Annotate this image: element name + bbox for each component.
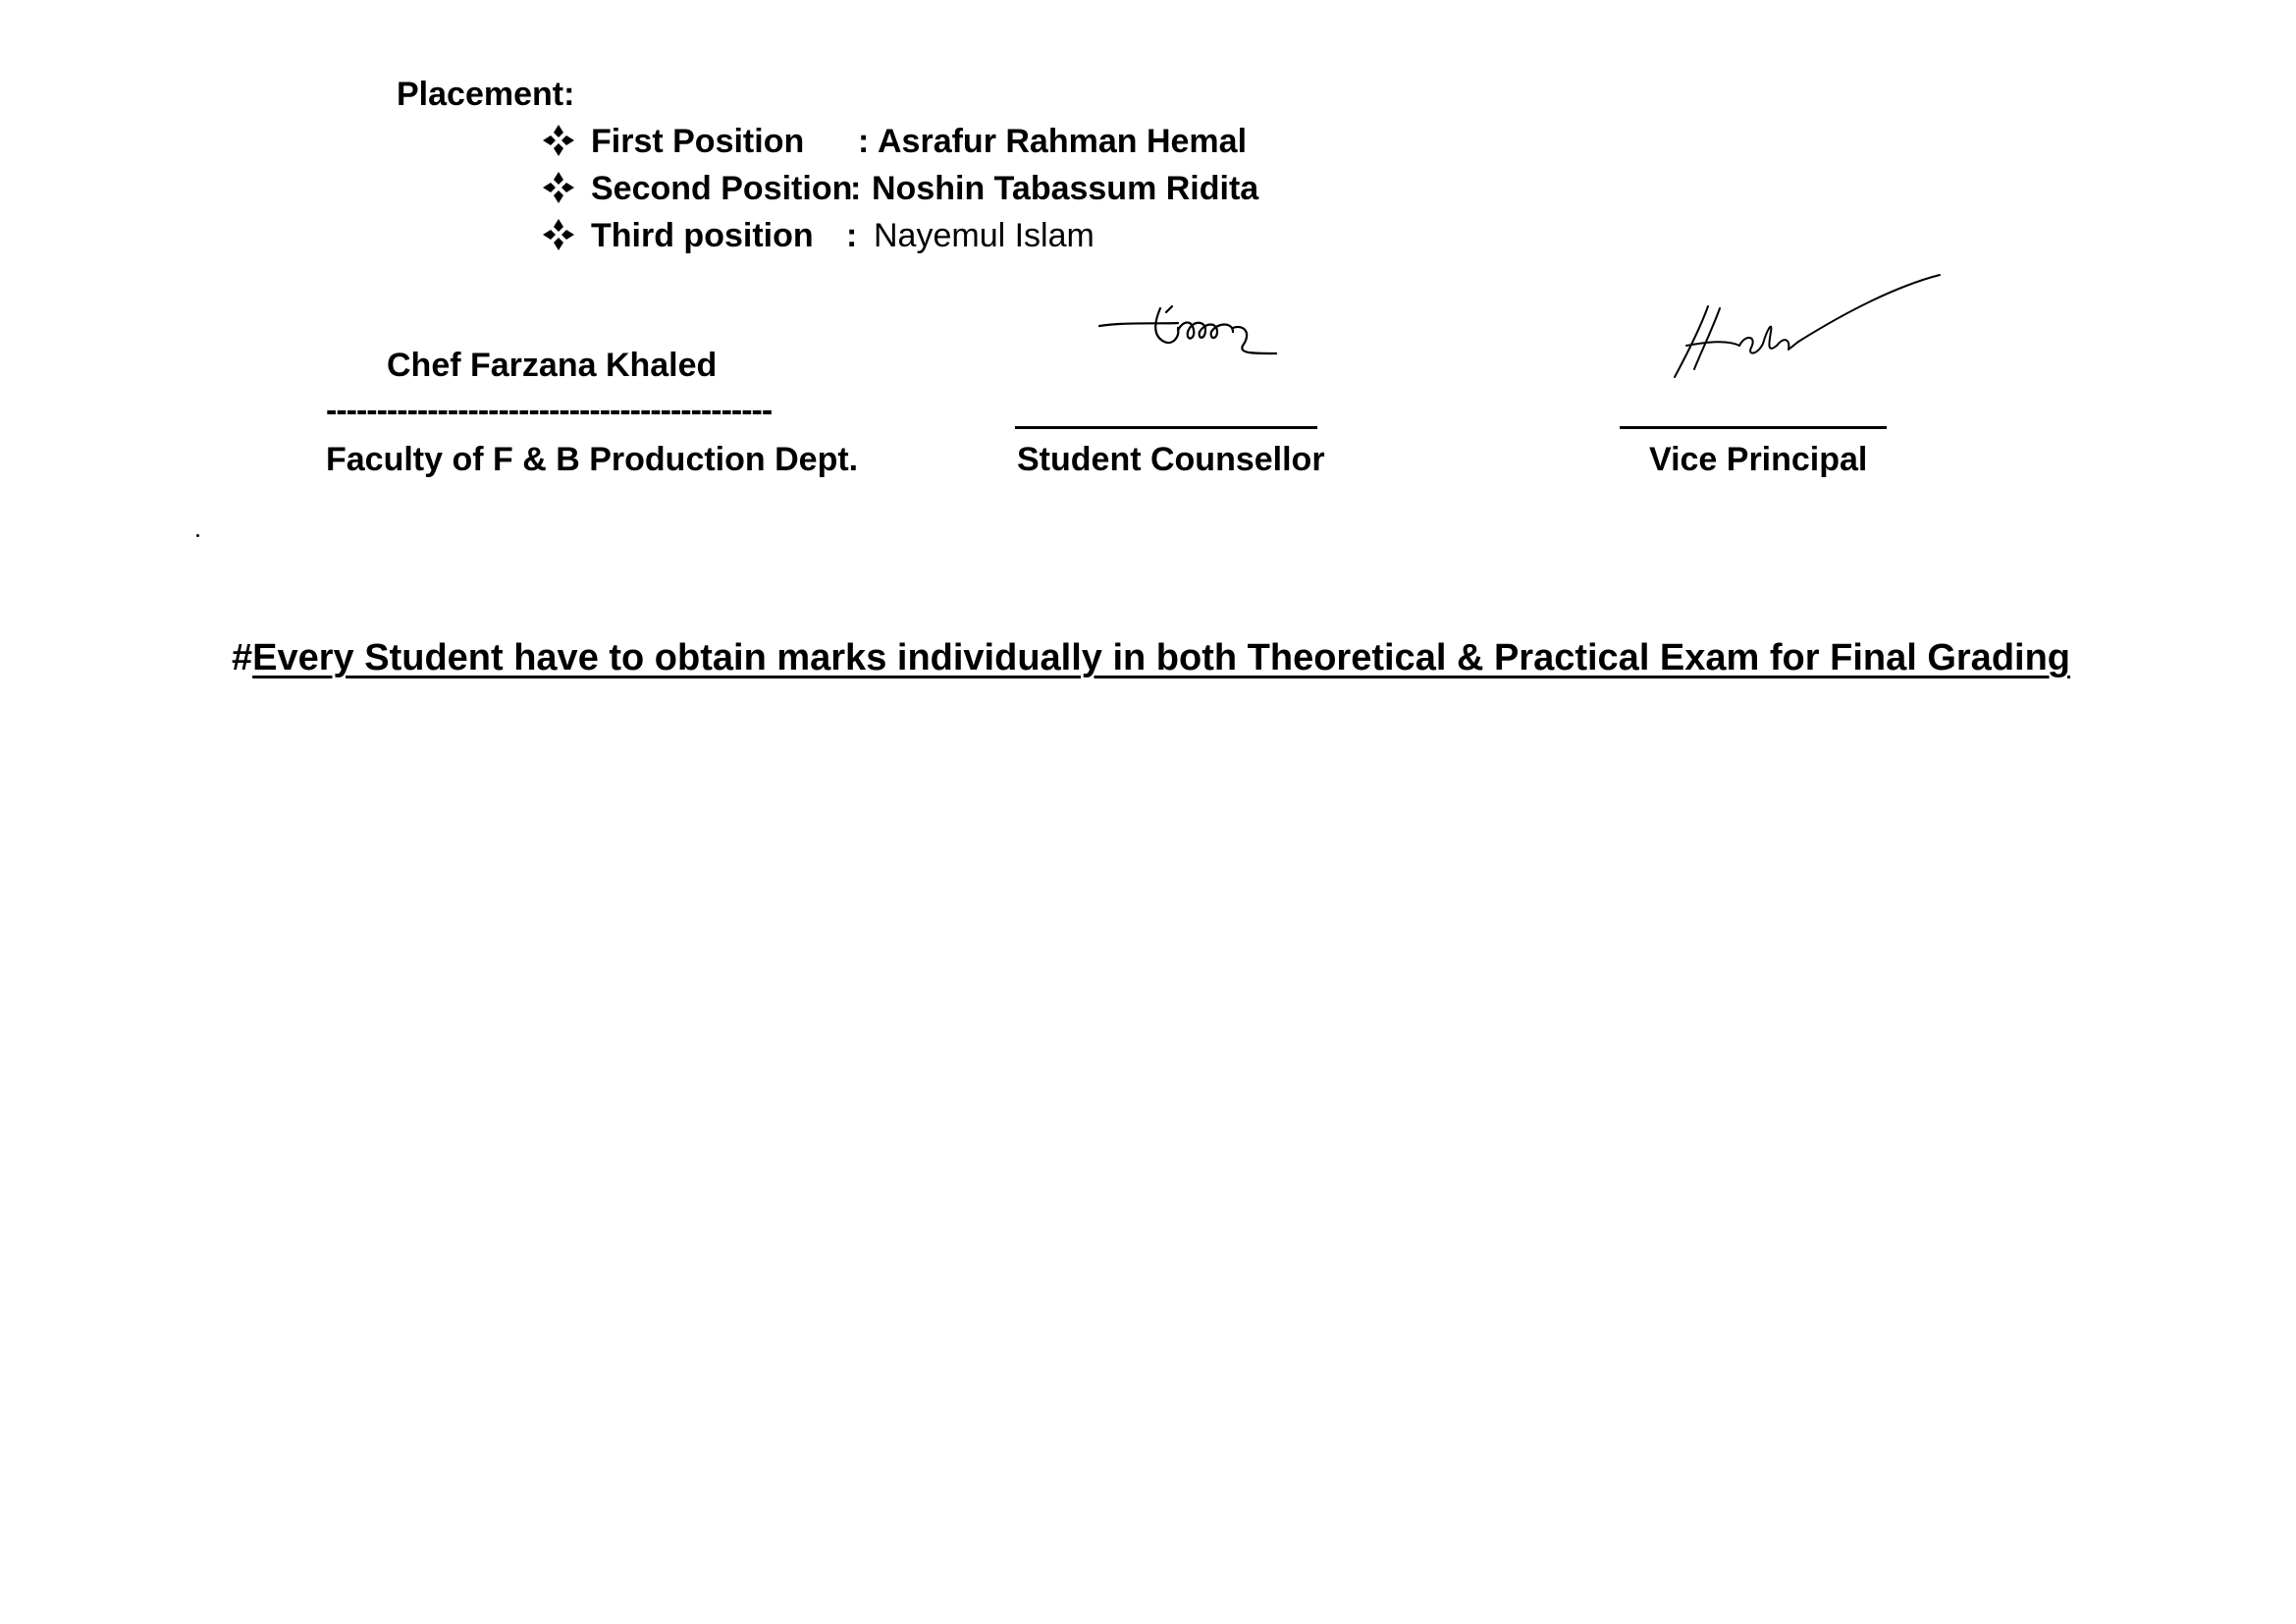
placement-position-label: Third position [591, 217, 814, 254]
diamond-bullet-icon [542, 124, 575, 157]
placement-position-label: Second Position [591, 170, 853, 207]
placement-winner-name: Nayemul Islam [874, 217, 1095, 254]
vice-principal-signature [1669, 273, 1944, 383]
vice-principal-signature-line [1620, 426, 1887, 429]
vice-principal-role: Vice Principal [1649, 441, 1868, 478]
grading-notice [232, 636, 2070, 679]
placement-separator: : [846, 217, 858, 254]
counsellor-signature-line [1015, 426, 1317, 429]
diamond-bullet-icon [542, 218, 575, 251]
placement-winner-name: Noshin Tabassum Ridita [872, 170, 1259, 207]
counsellor-signature [1095, 298, 1282, 371]
faculty-name: Chef Farzana Khaled [387, 347, 718, 384]
faculty-role: Faculty of F & B Production Dept. [326, 441, 859, 478]
notice-prefix: # [232, 637, 253, 678]
stray-dot [196, 534, 199, 537]
counsellor-role: Student Counsellor [1017, 441, 1325, 478]
faculty-dash-line: -------------------------------------------- [326, 392, 773, 429]
placement-heading: Placement: [397, 76, 575, 113]
placement-separator: : [858, 123, 870, 160]
placement-position-label: First Position [591, 123, 805, 160]
placement-separator: : [850, 170, 862, 207]
diamond-bullet-icon [542, 171, 575, 204]
notice-text: Every Student have to obtain marks individually in both Theoretical & Practical Exam for Final Grading [252, 637, 2071, 678]
placement-winner-name: Asrafur Rahman Hemal [878, 123, 1248, 160]
